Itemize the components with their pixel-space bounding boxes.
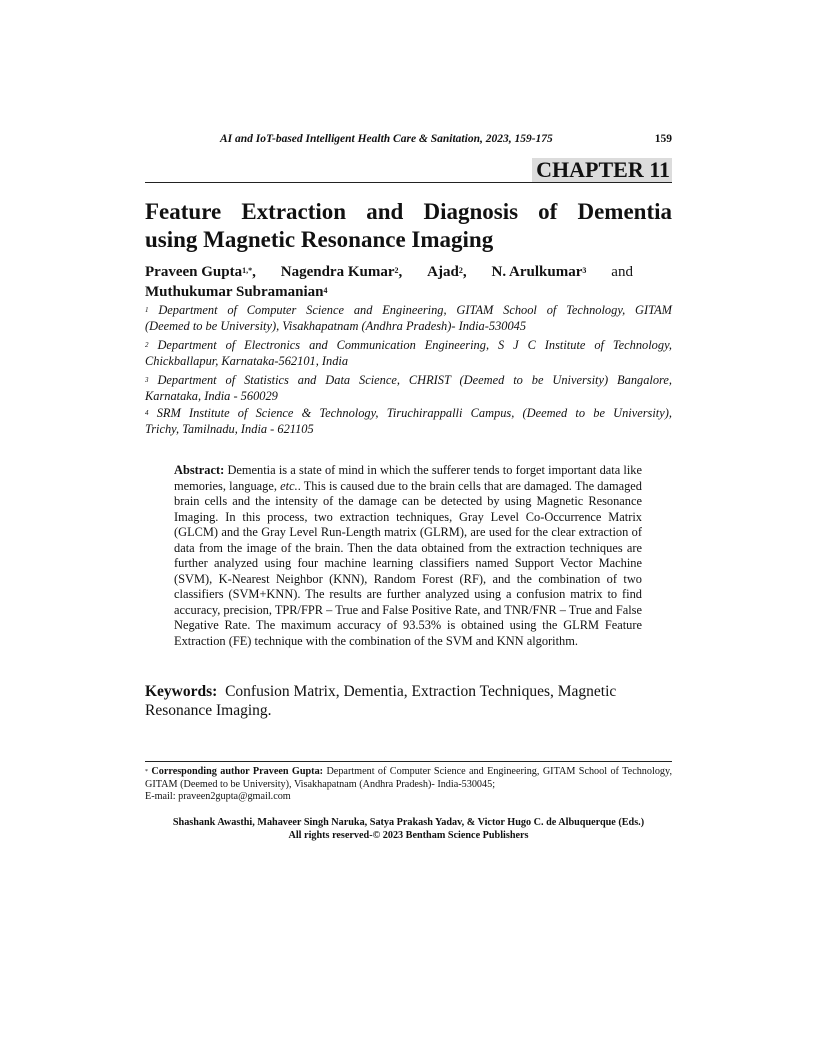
author-3: Ajad$^2$, <box>427 264 467 280</box>
affiliation-2: $^2$ Department of Electronics and Communication Engineering, S J C Institute of Technology, Chickballapur, Karnataka-562101, India <box>145 338 672 368</box>
author-conjunction: and <box>611 264 633 280</box>
running-head-journal: AI and IoT-based Intelligent Health Care & Sanitation, 2023, 159-175 <box>220 133 553 145</box>
affiliation-1: $^1$ Department of Computer Science and Engineering, GITAM School of Technology, GITAM (Deemed to be University), Visakhapatnam (Andhra Pradesh)- India-530045 <box>145 303 672 333</box>
chapter-rule <box>145 182 672 183</box>
title-line-2: using Magnetic Resonance Imaging <box>145 227 494 252</box>
abstract-label: Abstract: <box>174 463 225 477</box>
rights-line: All rights reserved-© 2023 Bentham Science Publishers <box>288 829 529 841</box>
author-1: Praveen Gupta$^{1,*}$, <box>145 264 256 280</box>
footnote: * Corresponding author Praveen Gupta: Department of Computer Science and Engineering, GITAM School of Technology, GITAM (Deemed to be University), Visakhapatnam (Andhra Pradesh)- India-530045; E-mail: praveen2gupta@gmail.com <box>145 766 672 802</box>
author-5: Muthukumar Subramanian$^4$ <box>145 284 328 300</box>
footnote-rule <box>145 761 672 762</box>
editors-line: Shashank Awasthi, Mahaveer Singh Naruka, Satya Prakash Yadav, & Victor Hugo C. de Albuquerque (Eds.) <box>172 817 645 828</box>
title-line-1: Feature Extraction and Diagnosis of Dementia <box>145 199 672 224</box>
footnote-email: E-mail: praveen2gupta@gmail.com <box>145 791 291 802</box>
author-2: Nagendra Kumar$^2$, <box>280 264 403 280</box>
chapter-label: CHAPTER 11 <box>532 158 672 182</box>
keywords <box>145 682 645 720</box>
author-4: N. Arulkumar$^3$ <box>491 264 587 280</box>
keywords-label: Keywords: <box>145 683 218 700</box>
page-number: 159 <box>654 133 672 145</box>
author-list <box>145 262 672 302</box>
running-head <box>145 133 672 149</box>
keywords-text: Confusion Matrix, Dementia, Extraction Techniques, Magnetic Resonance Imaging. <box>145 683 617 719</box>
paper-title <box>145 198 672 254</box>
abstract: Abstract: Dementia is a state of mind in which the sufferer tends to forget important data like memories, language, etc.. This is caused due to the brain cells that are damaged. The damaged brain cells and the intensity of the damage can be detected by using Magnetic Resonance Imaging. In this process, two extraction techniques, Gray Level Co-Occurrence Matrix (GLCM) and the Gray Level Run-Length matrix (GLRM), are used for the clear extraction of data from the image of the brain. Then the data obtained from the extraction techniques are further analyzed using four machine learning classifiers named Support Vector Machine (SVM), K-Nearest Neighbor (KNN), Random Forest (RF), and the combination of two classifiers (SVM+KNN). The results are further analyzed using a confusion matrix to find accuracy, precision, TPR/FPR – True and False Positive Rate, and TNR/FNR – True and False Negative Rate. The maximum accuracy of 93.53% is obtained using the GLRM Feature Extraction (FE) technique with the combination of the SVM and KNN algorithm. <box>174 463 642 648</box>
publisher-info <box>145 817 672 842</box>
affiliation-3: $^3$ Department of Statistics and Data Science, CHRIST (Deemed to be University) Bangalore, Karnataka, India - 560029 <box>145 373 672 403</box>
affiliation-4: $^4$ SRM Institute of Science & Technology, Tiruchirappalli Campus, (Deemed to be University), Trichy, Tamilnadu, India - 621105 <box>145 406 672 436</box>
